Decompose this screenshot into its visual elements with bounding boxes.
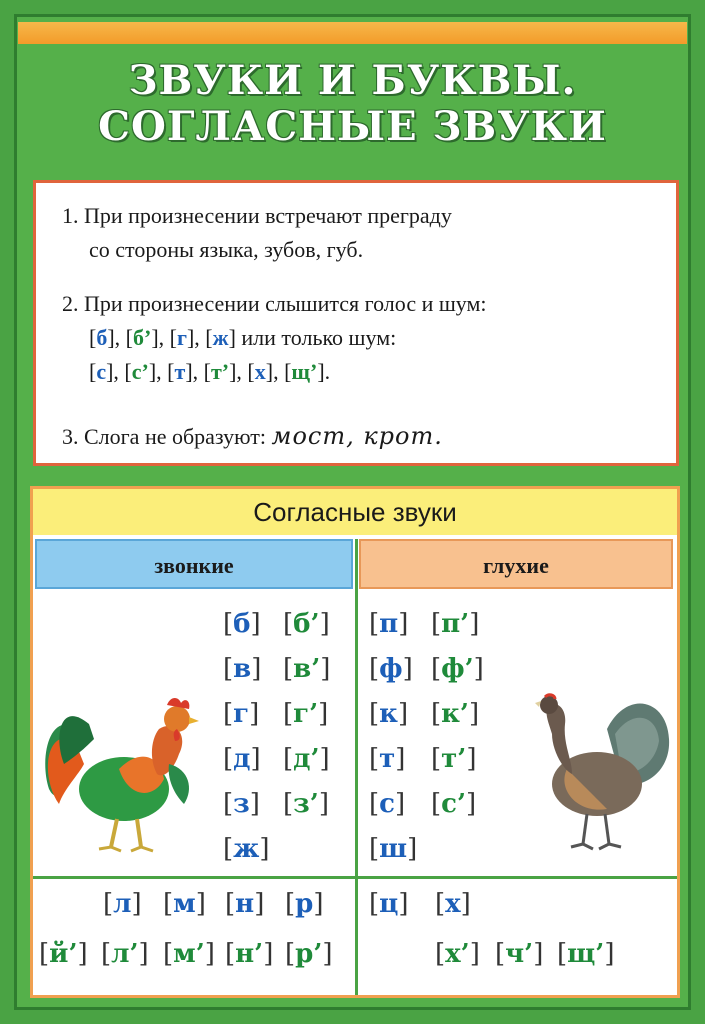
voiced-hard-5: [ж] bbox=[223, 834, 270, 864]
voiceless-hard-4: [с] bbox=[369, 789, 406, 819]
voiceless-soft-4: [с’] bbox=[431, 789, 477, 819]
voiced-unpaired-hard-0: [л] bbox=[103, 889, 142, 919]
voiceless-soft-0: [п’] bbox=[431, 609, 480, 639]
capercaillie-illustration bbox=[527, 679, 673, 859]
rule-1-line-1: 1. При произнесении встречают преграду bbox=[62, 203, 452, 228]
rule-1-line-2: со стороны языка, зубов, губ. bbox=[89, 237, 364, 262]
voiced-unpaired-hard-1: [м] bbox=[163, 889, 206, 919]
row-divider bbox=[33, 876, 677, 879]
voiced-unpaired-soft-3: [н’] bbox=[225, 939, 274, 969]
rule-1 bbox=[62, 199, 452, 267]
voiceless-unpaired-soft-2: [щ’] bbox=[557, 939, 615, 969]
voiceless-hard-0: [п] bbox=[369, 609, 409, 639]
voiced-hard-0: [б] bbox=[223, 609, 261, 639]
voiced-unpaired-hard-3: [р] bbox=[285, 889, 324, 919]
voiced-unpaired-soft-2: [м’] bbox=[163, 939, 215, 969]
panel-heading: Согласные звуки bbox=[33, 489, 677, 535]
top-stripe bbox=[18, 22, 687, 44]
voiceless-unpaired-soft-0: [х’] bbox=[435, 939, 480, 969]
rule-2-line-2: [б], [б’], [г], [ж] или только шум: bbox=[89, 325, 397, 350]
voiceless-soft-3: [т’] bbox=[431, 744, 477, 774]
voiceless-soft-2: [к’] bbox=[431, 699, 480, 729]
voiceless-hard-1: [ф] bbox=[369, 654, 413, 684]
voiced-hard-3: [д] bbox=[223, 744, 261, 774]
voiced-header: звонкие bbox=[35, 539, 353, 589]
voiced-unpaired-soft-0: [й’] bbox=[39, 939, 88, 969]
voiced-soft-1: [в’] bbox=[283, 654, 331, 684]
voiced-hard-1: [в] bbox=[223, 654, 262, 684]
voiced-unpaired-soft-1: [л’] bbox=[101, 939, 149, 969]
voiced-soft-4: [з’] bbox=[283, 789, 329, 819]
voiceless-header: глухие bbox=[359, 539, 673, 589]
voiced-soft-2: [г’] bbox=[283, 699, 329, 729]
page-title bbox=[0, 58, 705, 150]
rule-3-prefix: 3. Слога не образуют: bbox=[62, 424, 267, 449]
rule-3 bbox=[62, 419, 443, 454]
voiceless-hard-3: [т] bbox=[369, 744, 406, 774]
title-line-2: СОГЛАСНЫЕ ЗВУКИ bbox=[98, 103, 607, 150]
voiced-soft-0: [б’] bbox=[283, 609, 330, 639]
voiceless-hard-5: [ш] bbox=[369, 834, 418, 864]
rule-2 bbox=[62, 287, 487, 389]
voiced-unpaired-soft-4: [р’] bbox=[285, 939, 333, 969]
voiceless-unpaired-hard-1: [х] bbox=[435, 889, 471, 919]
voiced-unpaired-hard-2: [н] bbox=[225, 889, 265, 919]
rule-2-line-1: 2. При произнесении слышится голос и шум: bbox=[62, 291, 487, 316]
voiceless-hard-2: [к] bbox=[369, 699, 409, 729]
voiceless-unpaired-hard-0: [ц] bbox=[369, 889, 409, 919]
rooster-illustration bbox=[39, 669, 204, 859]
consonants-panel bbox=[30, 486, 680, 998]
rules-box bbox=[33, 180, 679, 466]
voiced-hard-2: [г] bbox=[223, 699, 260, 729]
rule-2-line-3: [с], [с’], [т], [т’], [х], [щ’]. bbox=[89, 359, 331, 384]
rule-3-examples: мост, крот. bbox=[271, 422, 443, 450]
voiced-hard-4: [з] bbox=[223, 789, 260, 819]
voiceless-soft-1: [ф’] bbox=[431, 654, 484, 684]
voiceless-unpaired-soft-1: [ч’] bbox=[495, 939, 544, 969]
title-line-1: ЗВУКИ И БУКВЫ. bbox=[128, 57, 577, 104]
voiced-soft-3: [д’] bbox=[283, 744, 330, 774]
column-divider bbox=[355, 539, 358, 995]
